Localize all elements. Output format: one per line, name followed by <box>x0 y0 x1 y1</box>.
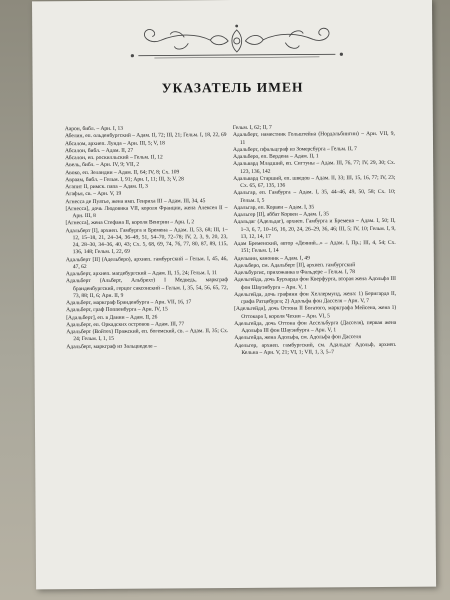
index-entry: Адальгар, еп. Корвеи – Адам. I, 35 <box>233 204 315 211</box>
index-entry: Абсалон, библ. – Адам. II, 27 <box>65 147 134 154</box>
index-entry: Аарон, библ. – Арн. I, 13 <box>64 125 123 133</box>
index-entry: Адальберт, маркграф из Зальцведеле – <box>66 343 157 350</box>
index-entry: [Адальберт], еп. в Дании – Адам. II, 26 <box>66 314 158 321</box>
index-entry: Адальгер [II], аббат Корвеи – Адам. I, 35 <box>233 211 329 218</box>
decorative-header-ornament <box>124 21 349 61</box>
book-page <box>32 0 436 589</box>
index-entry: Адальберт, архиеп. магдебургский – Адам. II, 15, 24; Гельм. I, 11 <box>65 270 218 278</box>
index-entry: Адельвин, каноник – Адам. I, 49 <box>233 254 310 262</box>
index-entry: Адальдаг (Адельдаг), архиеп. Гамбурга и Бремена – Адам. I, 50; II, 1–3, 6, 7, 10–16, 16, 20, 24, 26–29, 36, 46; III, 5; IV, 10; Гельм. I, 9, 13, 12, 14, 17 <box>233 218 396 240</box>
index-entry: Адельбургис, прихожанка в Фальдере – Гельм. I, 78 <box>233 269 356 276</box>
index-entry: Адальгар, еп. Гамбурга – Адам. I, 35, 44–46, 49, 50, 58; Сх. 10; Гельм. I, 5 <box>233 189 396 204</box>
index-column-left <box>65 125 229 351</box>
index-entry: Абелин, еп. ольденбургский – Адам. II, 72; III, 21; Гельм. I, 18, 22, 69 <box>64 132 227 140</box>
page-title: УКАЗАТЕЛЬ ИМЕН <box>161 79 304 96</box>
index-entry: Адельгейда, жена Адольфа, см. Адольфа фон Дасселя <box>234 334 362 342</box>
index-entry: Адельгейда, дочь графини фон Хеллермунд, жена: 1) Беригарда II, графа Ратцебурга; 2) Адольфа фон Дасселя – Арн. V, 7 <box>234 290 397 305</box>
index-entry: Адельберо, см. Адальберт [II], архиеп. гамбургский <box>233 261 356 269</box>
index-entry: Адам Бременский, автор «Деяний...» – Адам. I, Пр.; III, 4, 54; Сх. 151; Гельм. I, 14 <box>233 239 396 255</box>
index-entry: Адальберо, еп. Вердена – Адам. II, 1 <box>233 153 319 160</box>
index-entry: Авраам, библ. – Гельм. I, 91; Арн. I, 11; III, 3; V, 28 <box>65 176 184 183</box>
index-entry: Адальберт [I], архиеп. Гамбурга и Бремена – Адам. II, 53, 68; III, 1–12, 15–18, 21, 24–34, 36–49, 51, 54–70, 72–78; IV, 2, 3, 9, 20, 23, 24, 28–30, 34–36, 40, 43; Сх. 5, 68, 69, 74, 76, 77, 80, 87, 89, 115, 136, 148; Гельм. I, 22, 69 <box>65 226 228 256</box>
index-column-right <box>233 124 397 357</box>
index-entry: Адальберт [II] (Адельберо), архиеп. гамбургский – Гельм. I, 45, 46, 47, 62 <box>65 255 228 270</box>
index-entry: Агапит II, римск. папа – Адам. II, 3 <box>65 183 148 191</box>
index-entry: Адальвард Старший, еп. шведов – Адам. II, 33; III, 15, 16, 77; IV, 23; Сх. 65, 67, 135, 136 <box>233 174 396 189</box>
index-entry: Адальберт, граф Поппенбурга – Арн. IV, 15 <box>66 306 168 314</box>
index-entry: Абсалон, еп. роскилльский – Гельм. II, 12 <box>65 154 163 162</box>
index-entry-continuation: Гельм. I, 62; II, 7 <box>232 124 272 131</box>
index-entry: [Адельгейда], дочь Оттона II Богатого, маркграфа Мейсена, жена 1) Оттокара I, короля Чехии – Арн. VI, 5 <box>234 305 397 320</box>
index-entry: Адальвард Младший, еп. Сигтуны – Адам. III, 76, 77; IV, 29, 30; Сх. 123, 136, 142 <box>233 160 396 175</box>
index-entry: Адальберт, пфальцграф из Зомерсбурга – Гельм. II, 7 <box>233 145 357 153</box>
index-entry: Адельгейда, дочь Оттона фон Ассельбурга (Дасселя), первая жена Адольфа III фон Шауэнбурга – Арн. V, 1 <box>234 319 397 334</box>
index-entry: Адальберт (Войтех) Пражский, еп. богемский, св. – Адам. II, 35; Сх. 24; Гельм. I, 1, 15 <box>66 328 229 343</box>
index-entry: [Агнесса], жена Стефана II, короля Венгрии – Арн. I, 2 <box>65 219 195 227</box>
index-entry: Адальберт, маркграф Бранденбурга – Арн. VII, 16, 17 <box>66 299 192 307</box>
index-entry: Агнесса де Пуатье, жена имп. Генриха III – Адам. III, 34, 45 <box>65 197 206 205</box>
index-entry: Адельгейда, дочь Бурхарда фон Кверфурта, вторая жена Адольфа III фон Шауэнбурга – Арн. V, 1 <box>233 276 396 291</box>
index-entry: Адальберт, наместник Гольштейна (Нордальбингии) – Арн. VII, 9, 11 <box>232 131 395 146</box>
index-entry: [Агнесса], дочь Людовика VII, короля Франции, жена Алексея II – Арн. III, 8 <box>65 204 228 220</box>
index-entry: Адальберт, еп. Оркадских островов – Адам. III, 77 <box>66 321 185 328</box>
index-entry: Авель, библ. – Арн. IV, 9; VII, 2 <box>65 161 140 169</box>
index-entry: Абсалом, архиеп. Лунда – Арн. III, 5; V, 18 <box>64 139 165 147</box>
index-entry: Адельгер, архиеп. гамбургский, см. Адальдаг Адольф, архиеп. Кельна – Арн. V, 21; VI, 1; VII, 1, 3, 5–7 <box>234 341 397 356</box>
index-entry: Агафья, св. – Арн. V, 19 <box>65 191 122 198</box>
index-entry: Адальберт (Альберт, Альбрехт) I Медведь, маркграф бранденбургский, герцог саксонский – Гельм. I, 35, 54, 56, 65, 72, 73, 88; II, 6; Арн. II, 9 <box>65 277 229 299</box>
index-entry: Авоко, еп. Зеландии – Адам. II, 64; IV, 8; Сх. 109 <box>65 168 180 176</box>
